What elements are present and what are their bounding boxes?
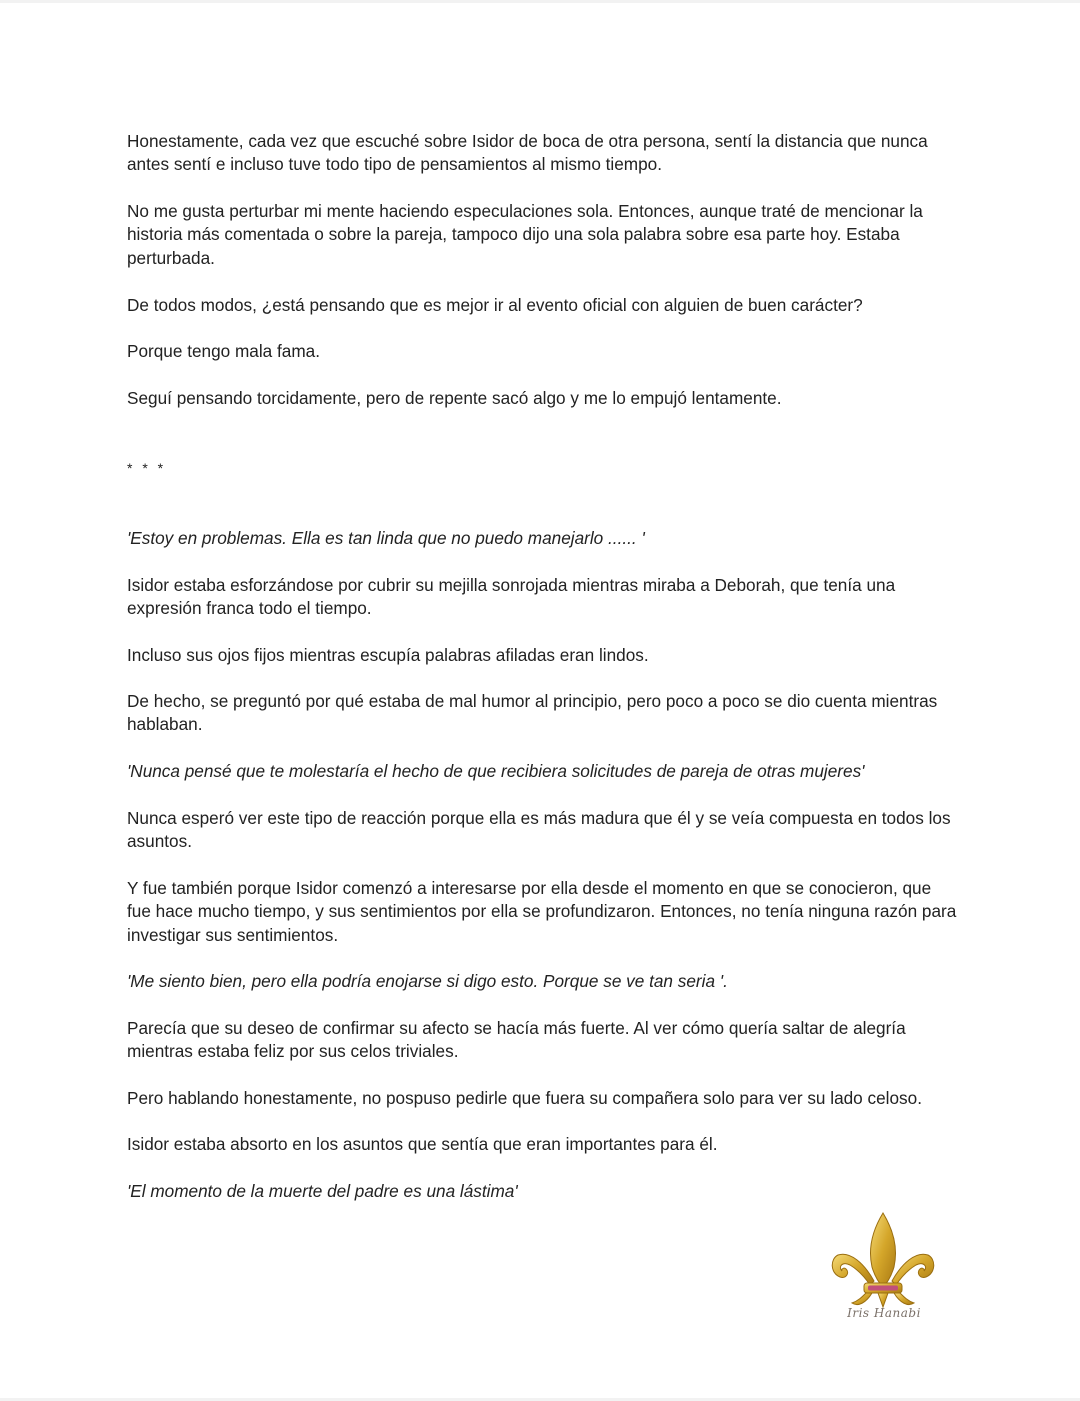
- paragraph-7: Isidor estaba esforzándose por cubrir su mejilla sonrojada mientras miraba a Deborah, que tenía una expresión franca todo el tiempo.: [127, 575, 896, 619]
- paragraph-17-thought: 'El momento de la muerte del padre es una lástima': [127, 1181, 518, 1201]
- paragraph-12: Y fue también porque Isidor comenzó a interesarse por ella desde el momento en que se conocieron, que fue hace mucho tiempo, y sus sentimientos por ella se profundizaron. Entonces, no tenía ninguna razón para investigar sus sentimientos.: [127, 878, 957, 945]
- paragraph-10-thought: 'Nunca pensé que te molestaría el hecho de que recibiera solicitudes de pareja de otras mujeres': [127, 761, 865, 781]
- paragraph-13-thought: 'Me siento bien, pero ella podría enojarse si digo esto. Porque se ve tan seria '.: [127, 971, 728, 991]
- paragraph-15: Pero hablando honestamente, no pospuso pedirle que fuera su compañera solo para ver su lado celoso.: [127, 1088, 922, 1108]
- paragraph-9: De hecho, se preguntó por qué estaba de mal humor al principio, pero poco a poco se dio cuenta mientras hablaban.: [127, 691, 938, 735]
- paragraph-6-thought: 'Estoy en problemas. Ella es tan linda que no puedo manejarlo ...... ': [127, 528, 645, 548]
- paragraph-14: Parecía que su deseo de confirmar su afecto se hacía más fuerte. Al ver cómo quería saltar de alegría mientras estaba feliz por sus celos triviales.: [127, 1018, 906, 1062]
- paragraph-3: De todos modos, ¿está pensando que es mejor ir al evento oficial con alguien de buen carácter?: [127, 295, 863, 315]
- signature-text: Iris Hanabi: [847, 1306, 921, 1320]
- paragraph-16: Isidor estaba absorto en los asuntos que sentía que eran importantes para él.: [127, 1134, 718, 1154]
- paragraph-2: No me gusta perturbar mi mente haciendo especulaciones sola. Entonces, aunque traté de mencionar la historia más comentada o sobre la pareja, tampoco dijo una sola palabra sobre esa parte hoy. Estaba perturbada.: [127, 201, 923, 268]
- paragraph-8: Incluso sus ojos fijos mientras escupía palabras afiladas eran lindos.: [127, 645, 649, 665]
- paragraph-4: Porque tengo mala fama.: [127, 341, 320, 361]
- paragraph-5: Seguí pensando torcidamente, pero de repente sacó algo y me lo empujó lentamente.: [127, 388, 782, 408]
- scene-separator: * * *: [127, 460, 167, 476]
- paragraph-1: Honestamente, cada vez que escuché sobre Isidor de boca de otra persona, sentí la distancia que nunca antes sentí e incluso tuve todo tipo de pensamientos al mismo tiempo.: [127, 131, 928, 175]
- paragraph-11: Nunca esperó ver este tipo de reacción porque ella es más madura que él y se veía compuesta en todos los asuntos.: [127, 808, 951, 852]
